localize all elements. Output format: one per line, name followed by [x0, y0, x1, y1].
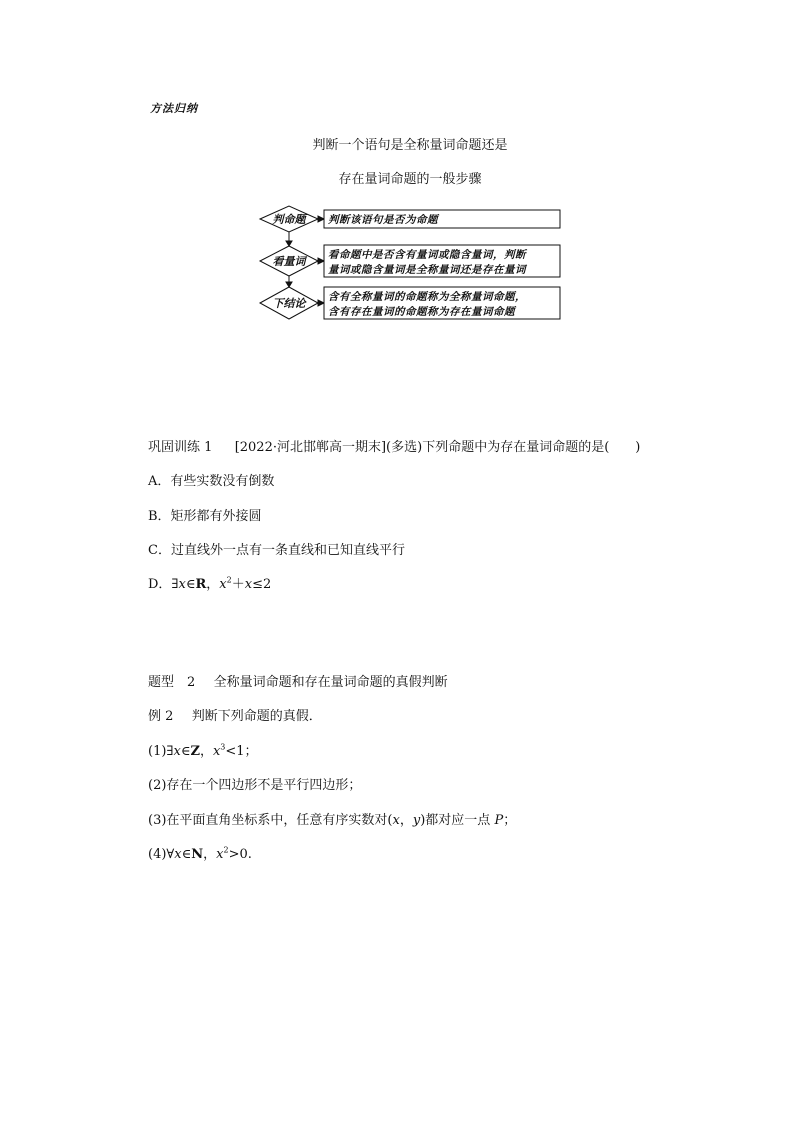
method-summary-label: 方法归纳 — [150, 102, 198, 115]
step-text-1: 判断该语句是否为命题 — [328, 214, 438, 226]
flow-link-arrow-2 — [318, 258, 324, 264]
example2-label: 例 2 — [148, 709, 174, 724]
example2-stem-line — [148, 705, 322, 724]
step-text-3b: 含有存在量词的命题称为存在量词命题 — [328, 306, 515, 318]
step-text-2b: 量词或隐含量词是全称量词还是存在量词 — [328, 264, 526, 276]
exercise1-label: 巩固训练 1 — [148, 440, 213, 455]
exercise1-stem-line — [148, 436, 640, 455]
step-text-3a: 含有全称量词的命题称为全称量词命题， — [328, 291, 526, 303]
example2-item-1: (1)∃x∈Z，$x^3<1$； — [148, 742, 258, 759]
exercise1-option-d: D．∃x∈R，$x^2+x\le 2$ — [148, 575, 272, 592]
step-text-2a: 看命题中是否含有量词或隐含量词，判断 — [328, 249, 526, 261]
diamond-label-1: 判命题 — [272, 213, 306, 226]
section2-label: 题型 2 — [148, 675, 196, 690]
flowchart — [0, 0, 794, 340]
example2-item-4: (4)∀x∈N，$x^2>0$. — [148, 845, 252, 862]
flow-link-arrow-3 — [318, 300, 324, 306]
exercise1-option-b: B．矩形都有外接圆 — [148, 509, 262, 524]
example2-item-2: (2)存在一个四边形不是平行四边形； — [148, 778, 362, 793]
section2-heading — [148, 671, 448, 690]
example2-item-3: (3)在平面直角坐标系中，任意有序实数对(x，y)都对应一点 P； — [148, 813, 517, 828]
exercise1-option-a: A．有些实数没有倒数 — [148, 474, 275, 489]
flow-arrowhead-2 — [286, 282, 292, 287]
exercise1-stem: 下列命题中为存在量词命题的是( ) — [422, 440, 641, 455]
diamond-label-2: 看量词 — [272, 255, 306, 268]
flowchart-title-line1: 判断一个语句是全称量词命题还是 — [312, 138, 508, 153]
diamond-label-3: 下结论 — [272, 297, 306, 310]
flow-link-arrow-1 — [318, 216, 324, 222]
section2-title: 全称量词命题和存在量词命题的真假判断 — [213, 675, 448, 690]
exercise1-option-c: C．过直线外一点有一条直线和已知直线平行 — [148, 543, 405, 558]
exercise1-source: [2022·河北邯郸高一期末](多选) — [234, 440, 423, 455]
example2-stem: 判断下列命题的真假． — [191, 709, 322, 724]
flow-arrowhead-1 — [286, 241, 292, 246]
flowchart-title-line2: 存在量词命题的一般步骤 — [338, 172, 482, 187]
